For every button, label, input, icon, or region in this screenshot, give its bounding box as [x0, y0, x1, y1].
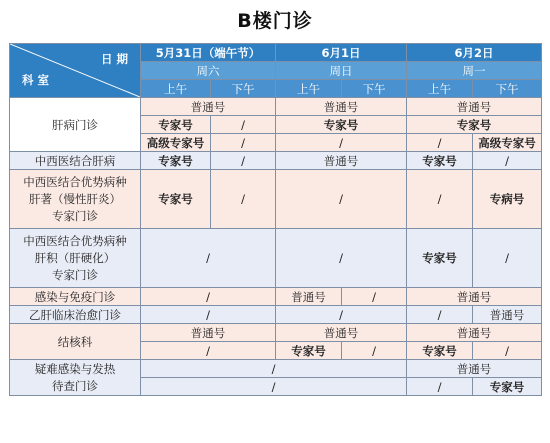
- dept-name-line: 中西医结合优势病种: [23, 233, 127, 248]
- slot-cell: /: [141, 342, 276, 360]
- day-date: 6月2日: [407, 44, 542, 62]
- slot-cell: 专家号: [276, 342, 342, 360]
- slot-cell: /: [141, 288, 276, 306]
- table-row: [10, 324, 542, 342]
- table-row: [10, 170, 542, 229]
- slot-cell: /: [211, 152, 276, 170]
- slot-cell: /: [342, 342, 407, 360]
- slot-cell: 普通号: [276, 324, 407, 342]
- table-row: [10, 306, 542, 324]
- day-weekday: 周一: [407, 62, 542, 80]
- slot-cell: 普通号: [473, 306, 542, 324]
- dept-axis-label: 科 室: [22, 73, 50, 87]
- slot-cell: 专家号: [407, 116, 542, 134]
- slot-cell: 专家号: [407, 152, 473, 170]
- slot-cell: /: [473, 152, 542, 170]
- day-weekday: 周六: [141, 62, 276, 80]
- slot-cell: /: [211, 134, 276, 152]
- slot-cell: 普通号: [276, 152, 407, 170]
- slot-cell: 专病号: [473, 170, 542, 229]
- date-axis-label: 日 期: [100, 52, 128, 66]
- dept-name: 结核科: [10, 324, 141, 360]
- pm-label: 下午: [211, 80, 276, 98]
- slot-cell: 专家号: [141, 152, 211, 170]
- slot-cell: 普通号: [407, 288, 542, 306]
- dept-name-line: 疑难感染与发热: [34, 361, 116, 376]
- slot-cell: 普通号: [407, 98, 542, 116]
- dept-name-line: 专家门诊: [52, 267, 98, 282]
- am-label: 上午: [141, 80, 211, 98]
- slot-cell: /: [473, 342, 542, 360]
- table-row: [10, 360, 542, 378]
- dept-name: [10, 360, 141, 396]
- slot-cell: /: [407, 306, 473, 324]
- slot-cell: /: [141, 306, 276, 324]
- dept-name: 肝病门诊: [10, 98, 141, 152]
- dept-name-line: 待查门诊: [52, 378, 98, 393]
- slot-cell: /: [407, 134, 473, 152]
- slot-cell: 普通号: [141, 324, 276, 342]
- slot-cell: /: [276, 134, 407, 152]
- slot-cell: 普通号: [407, 324, 542, 342]
- slot-cell: /: [407, 170, 473, 229]
- dept-name-line: 肝积（肝硬化）: [34, 250, 116, 265]
- slot-cell: 普通号: [141, 98, 276, 116]
- slot-cell: 普通号: [276, 98, 407, 116]
- slot-cell: /: [407, 378, 473, 396]
- day-date: 5月31日（端午节）: [141, 44, 276, 62]
- slot-cell: /: [211, 116, 276, 134]
- dept-name: 中西医结合肝病: [10, 152, 141, 170]
- page-title: B楼门诊: [237, 10, 313, 32]
- slot-cell: /: [342, 288, 407, 306]
- slot-cell: 高级专家号: [141, 134, 211, 152]
- slot-cell: /: [211, 170, 276, 229]
- schedule-table: [9, 43, 542, 396]
- slot-cell: 专家号: [141, 170, 211, 229]
- slot-cell: 高级专家号: [473, 134, 542, 152]
- am-label: 上午: [407, 80, 473, 98]
- slot-cell: 专家号: [473, 378, 542, 396]
- day-date: 6月1日: [276, 44, 407, 62]
- slot-cell: /: [276, 170, 407, 229]
- slot-cell: /: [276, 306, 407, 324]
- dept-name-line: 专家门诊: [52, 208, 98, 223]
- header-row-dates: [10, 44, 542, 62]
- header-corner: [10, 44, 141, 98]
- dept-name: 感染与免疫门诊: [10, 288, 141, 306]
- dept-name-line: 中西医结合优势病种: [23, 174, 127, 189]
- slot-cell: /: [141, 229, 276, 288]
- dept-name-line: 肝著（慢性肝炎）: [29, 191, 121, 206]
- table-row: [10, 288, 542, 306]
- slot-cell: 专家号: [407, 342, 473, 360]
- dept-name: [10, 229, 141, 288]
- pm-label: 下午: [342, 80, 407, 98]
- table-row: [10, 98, 542, 116]
- day-weekday: 周日: [276, 62, 407, 80]
- slot-cell: /: [276, 229, 407, 288]
- slot-cell: 普通号: [276, 288, 342, 306]
- dept-name: [10, 170, 141, 229]
- slot-cell: 普通号: [407, 360, 542, 378]
- am-label: 上午: [276, 80, 342, 98]
- slot-cell: /: [473, 229, 542, 288]
- slot-cell: 专家号: [407, 229, 473, 288]
- table-row: [10, 152, 542, 170]
- slot-cell: /: [141, 360, 407, 378]
- slot-cell: /: [141, 378, 407, 396]
- slot-cell: 专家号: [276, 116, 407, 134]
- pm-label: 下午: [473, 80, 542, 98]
- slot-cell: 专家号: [141, 116, 211, 134]
- table-row: [10, 229, 542, 288]
- dept-name: 乙肝临床治愈门诊: [10, 306, 141, 324]
